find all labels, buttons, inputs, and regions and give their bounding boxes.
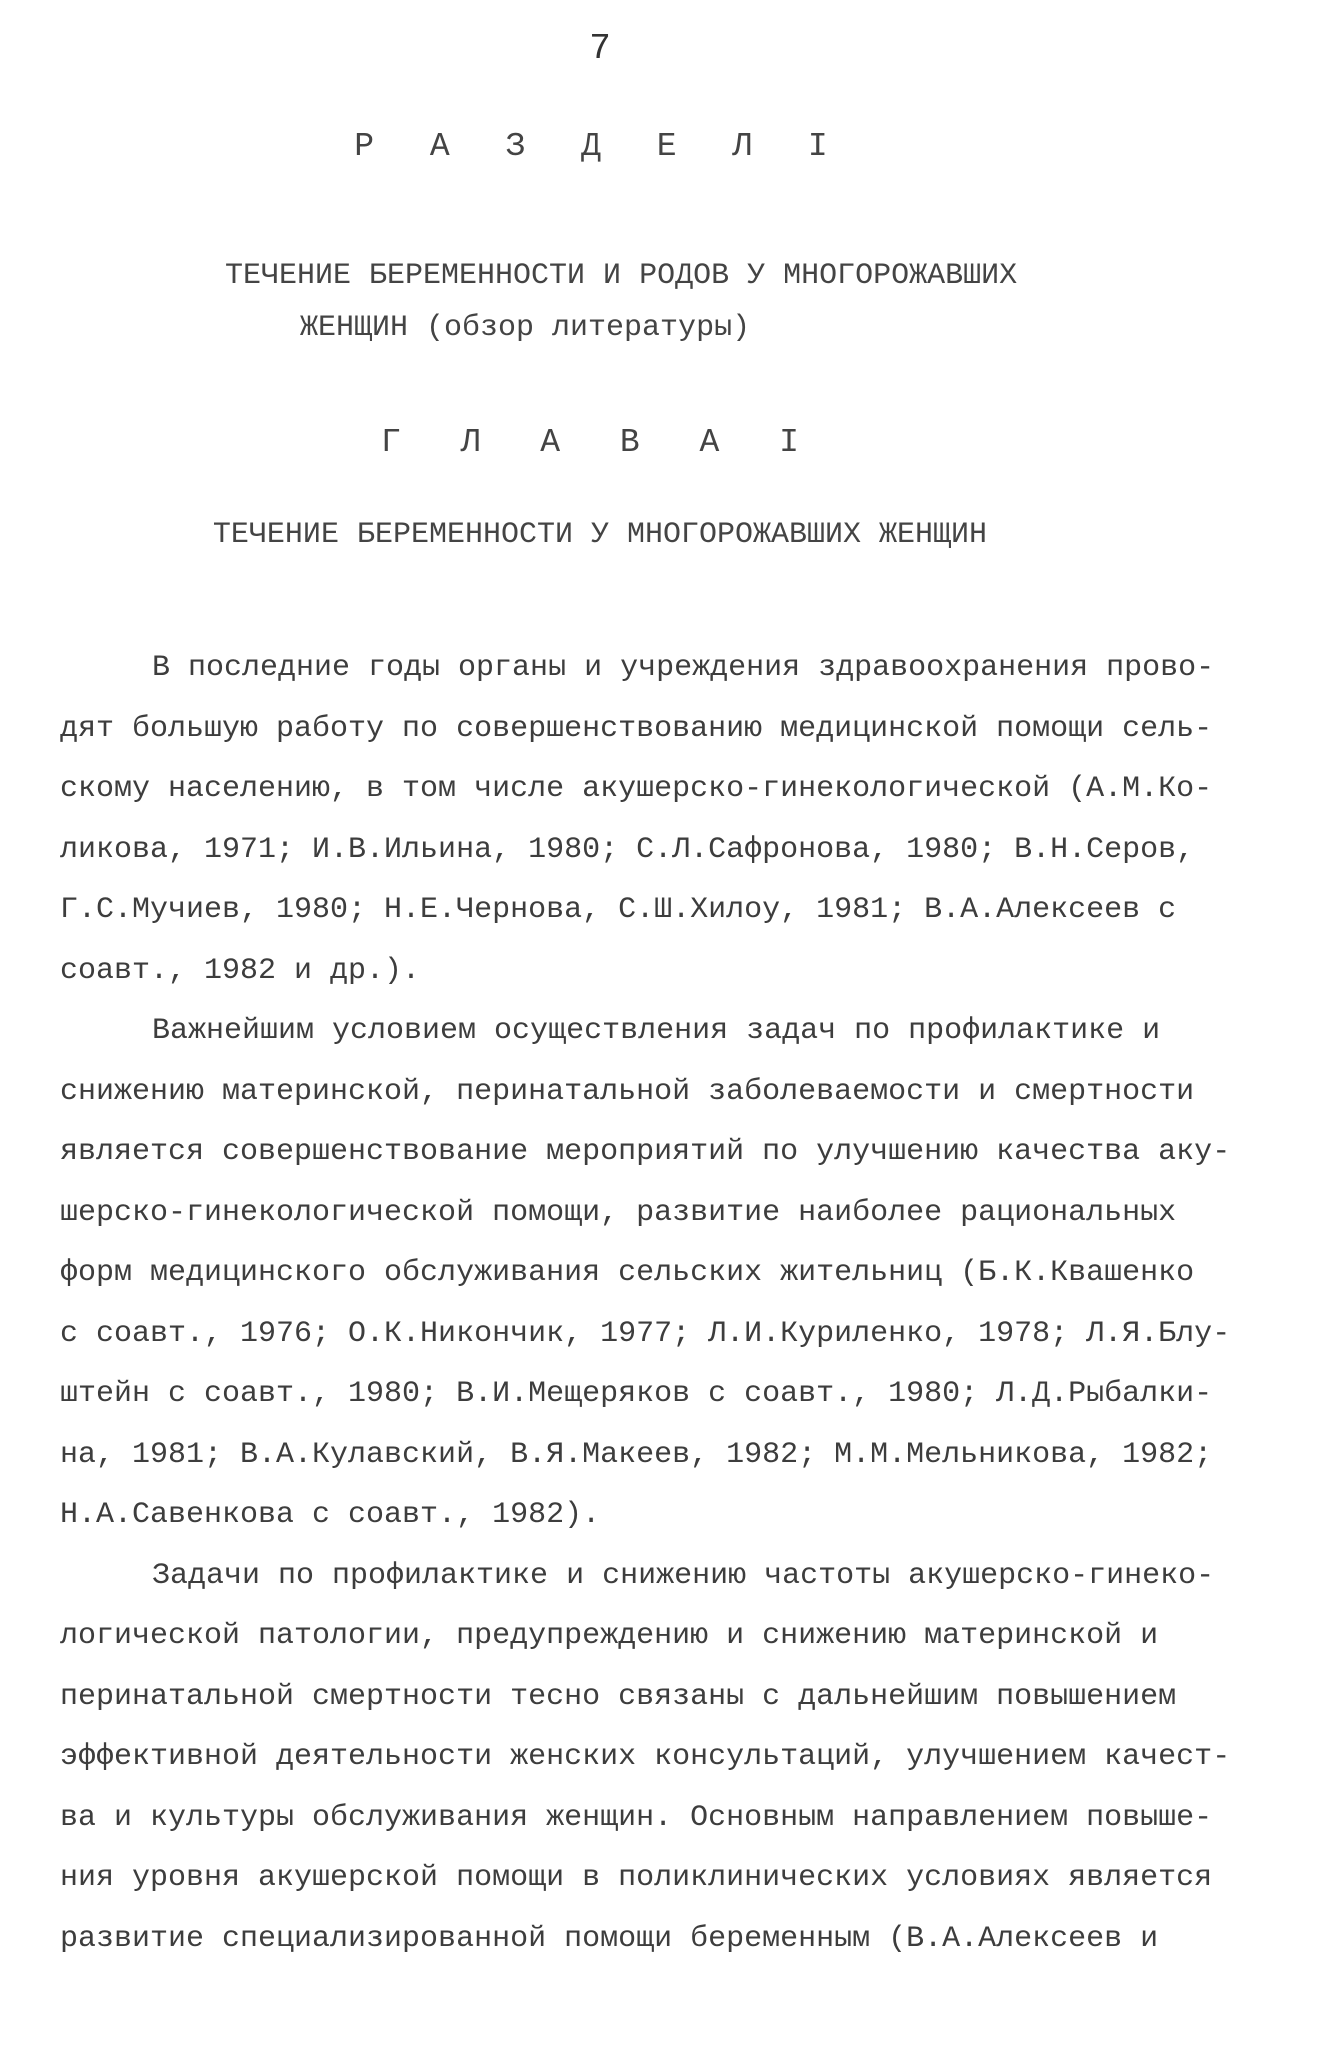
- chapter-subtitle: ТЕЧЕНИЕ БЕРЕМЕННОСТИ У МНОГОРОЖАВШИХ ЖЕНЩИН: [212, 518, 988, 552]
- body-line: В последние годы органы и учреждения здравоохранения прово-: [152, 651, 1215, 685]
- body-line: дят большую работу по совершенствованию медицинской помощи сель-: [60, 711, 1213, 746]
- body-line: ния уровня акушерской помощи в поликлинических условиях является: [60, 1861, 1213, 1895]
- body-line: Задачи по профилактике и снижению частоты акушерско-гинеко-: [152, 1558, 1215, 1593]
- section-title: Р А З Д Е Л I: [354, 128, 846, 165]
- body-line: на, 1981; В.А.Кулавский, В.Я.Макеев, 1982; М.М.Мельникова, 1982;: [60, 1437, 1213, 1472]
- body-line: является совершенствование мероприятий по улучшению качества аку-: [60, 1135, 1231, 1169]
- body-line: логической патологии, предупреждению и снижению материнской и: [60, 1619, 1159, 1653]
- body-line: Важнейшим условием осуществления задач по профилактике и: [152, 1014, 1161, 1048]
- body-line: эффективной деятельности женских консультаций, улучшением качест-: [60, 1740, 1231, 1774]
- chapter-title: Г Л А В А I: [381, 424, 819, 461]
- body-line: снижению материнской, перинатальной заболеваемости и смертности: [60, 1074, 1195, 1109]
- section-subtitle-line1: ТЕЧЕНИЕ БЕРЕМЕННОСТИ И РОДОВ У МНОГОРОЖАВШИХ: [225, 259, 1018, 293]
- body-line: скому населению, в том числе акушерско-гинекологической (А.М.Ко-: [60, 772, 1213, 806]
- body-line: шерско-гинекологической помощи, развитие наиболее рациональных: [60, 1195, 1177, 1230]
- body-line: штейн с соавт., 1980; В.И.Мещеряков с соавт., 1980; Л.Д.Рыбалки-: [60, 1377, 1213, 1411]
- section-subtitle-line2: ЖЕНЩИН (обзор литературы): [300, 311, 751, 345]
- body-text: [60, 638, 1280, 1969]
- body-line: развитие специализированной помощи беременным (В.А.Алексеев и: [60, 1921, 1159, 1956]
- page-number: 7: [589, 28, 611, 69]
- body-line: Г.С.Мучиев, 1980; Н.Е.Чернова, С.Ш.Хилоу, 1981; В.А.Алексеев с: [60, 893, 1177, 927]
- section-subtitle: [225, 250, 1125, 354]
- body-line: форм медицинского обслуживания сельских жительниц (Б.К.Квашенко: [60, 1256, 1195, 1290]
- body-line: с соавт., 1976; О.К.Никончик, 1977; Л.И.Куриленко, 1978; Л.Я.Блу-: [60, 1316, 1231, 1351]
- body-line: соавт., 1982 и др.).: [60, 953, 421, 988]
- body-line: Н.А.Савенкова с соавт., 1982).: [60, 1498, 601, 1532]
- body-line: перинатальной смертности тесно связаны с дальнейшим повышением: [60, 1679, 1177, 1714]
- body-line: ликова, 1971; И.В.Ильина, 1980; С.Л.Сафронова, 1980; В.Н.Серов,: [60, 832, 1195, 867]
- body-line: ва и культуры обслуживания женщин. Основным направлением повыше-: [60, 1800, 1213, 1835]
